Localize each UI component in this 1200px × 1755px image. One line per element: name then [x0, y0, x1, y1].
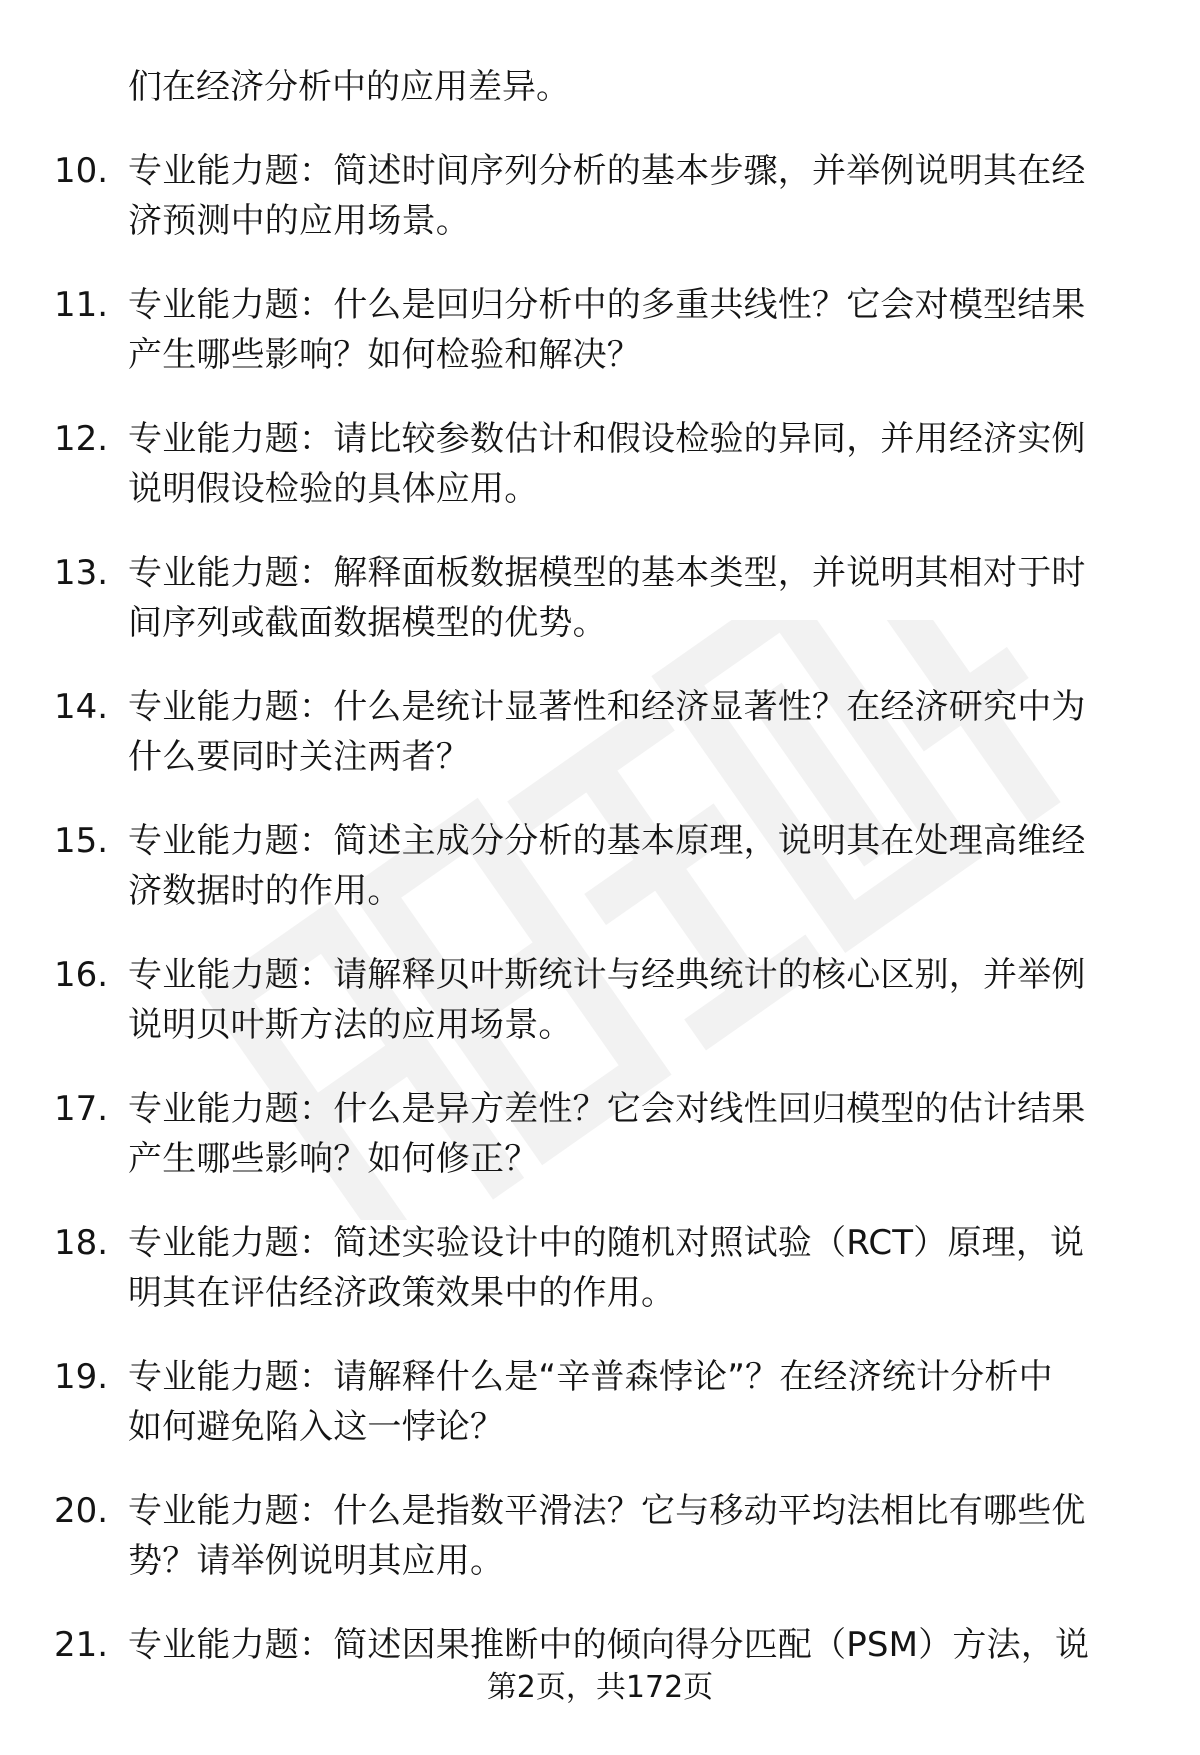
list-item [0, 1218, 1200, 1318]
item-text-line2: 济数据时的作用。 [128, 871, 402, 911]
item-number: 14. [54, 687, 109, 727]
item-number: 16. [54, 955, 109, 995]
list-item [0, 146, 1200, 246]
item-text-line1: 专业能力题：什么是统计显著性和经济显著性？在经济研究中为 [128, 687, 1086, 727]
list-item [0, 682, 1200, 782]
item-text-line2: 间序列或截面数据模型的优势。 [128, 603, 607, 643]
item-text-line2: 明其在评估经济政策效果中的作用。 [128, 1273, 676, 1313]
item-text-line1: 专业能力题：解释面板数据模型的基本类型，并说明其相对于时 [128, 553, 1086, 593]
list-item [0, 1084, 1200, 1184]
item-number: 15. [54, 821, 109, 861]
item-text-line1: 专业能力题：简述因果推断中的倾向得分匹配（PSM）方法，说 [128, 1625, 1090, 1665]
item-text-line2: 势？请举例说明其应用。 [128, 1541, 505, 1581]
list-item [0, 1352, 1200, 1452]
item-text-line2: 什么要同时关注两者？ [128, 737, 470, 777]
item-text-line1: 专业能力题：请比较参数估计和假设检验的异同，并用经济实例 [128, 419, 1086, 459]
item-text-line2: 济预测中的应用场景。 [128, 201, 470, 241]
item-number: 10. [54, 151, 109, 191]
list-item [0, 816, 1200, 916]
list-item [0, 1486, 1200, 1586]
item-text-line1: 专业能力题：简述实验设计中的随机对照试验（RCT）原理，说 [128, 1223, 1085, 1263]
list-item [0, 548, 1200, 648]
item-number: 19. [54, 1357, 109, 1397]
item-number: 11. [54, 285, 109, 325]
page-number-footer: 第2页，共172页 [486, 1670, 714, 1705]
item-number: 21. [54, 1625, 109, 1665]
item-text-line1: 专业能力题：请解释贝叶斯统计与经典统计的核心区别，并举例 [128, 955, 1086, 995]
list-item [0, 280, 1200, 380]
item-text-line1: 专业能力题：简述主成分分析的基本原理，说明其在处理高维经 [128, 821, 1086, 861]
list-item [0, 950, 1200, 1050]
item-number: 13. [54, 553, 109, 593]
item-text-line2: 说明贝叶斯方法的应用场景。 [128, 1005, 573, 1045]
item-text-line1: 专业能力题：什么是异方差性？它会对线性回归模型的估计结果 [128, 1089, 1086, 1129]
item-text-line1: 专业能力题：什么是回归分析中的多重共线性？它会对模型结果 [128, 285, 1086, 325]
item-number: 18. [54, 1223, 109, 1263]
item-text-line1: 专业能力题：什么是指数平滑法？它与移动平均法相比有哪些优 [128, 1491, 1086, 1531]
item-number: 17. [54, 1089, 109, 1129]
question-list [0, 62, 1200, 1720]
item-text-line2: 说明假设检验的具体应用。 [128, 469, 539, 509]
continued-text: 们在经济分析中的应用差异。 [128, 67, 570, 107]
item-text-line2: 产生哪些影响？如何检验和解决？ [128, 335, 641, 375]
list-item [0, 414, 1200, 514]
item-number: 12. [54, 419, 109, 459]
item-text-line1: 专业能力题：简述时间序列分析的基本步骤，并举例说明其在经 [128, 151, 1086, 191]
item-text-line1: 专业能力题：请解释什么是“辛普森悖论”？在经济统计分析中 [128, 1357, 1053, 1397]
item-text-line2: 产生哪些影响？如何修正？ [128, 1139, 539, 1179]
item-text-line2: 如何避免陷入这一悖论？ [128, 1407, 505, 1447]
item-number: 20. [54, 1491, 109, 1531]
